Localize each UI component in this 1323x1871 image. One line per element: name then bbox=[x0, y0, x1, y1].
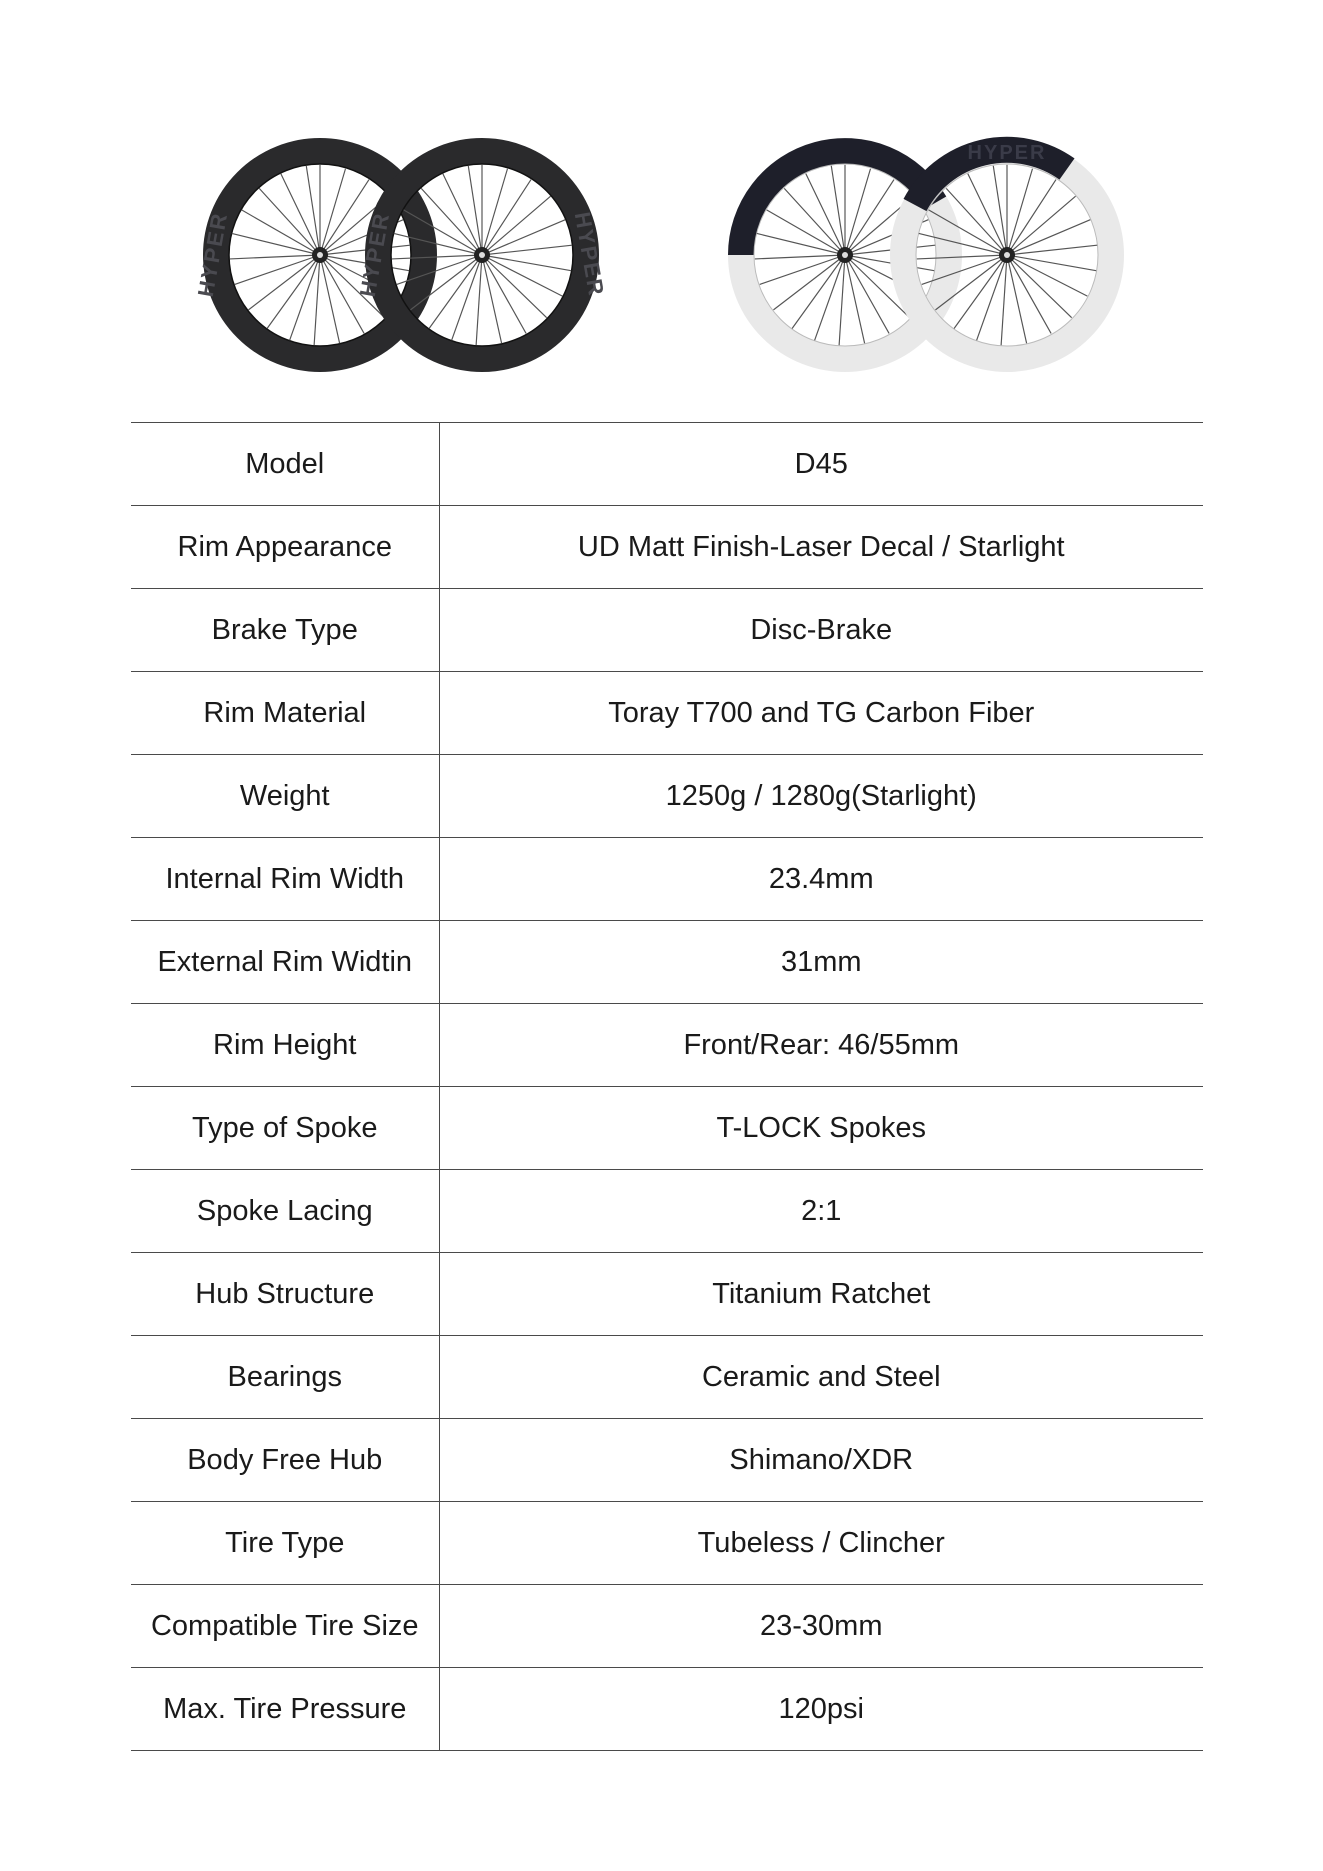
spec-label: Spoke Lacing bbox=[131, 1170, 439, 1253]
spec-value: UD Matt Finish-Laser Decal / Starlight bbox=[439, 506, 1203, 589]
table-row bbox=[131, 1087, 1203, 1170]
spec-value: Titanium Ratchet bbox=[439, 1253, 1203, 1336]
spec-value: Toray T700 and TG Carbon Fiber bbox=[439, 672, 1203, 755]
spec-label: Internal Rim Width bbox=[131, 838, 439, 921]
table-row bbox=[131, 1585, 1203, 1668]
spec-value: 1250g / 1280g(Starlight) bbox=[439, 755, 1203, 838]
table-row bbox=[131, 423, 1203, 506]
spec-label: Tire Type bbox=[131, 1502, 439, 1585]
spec-value: Front/Rear: 46/55mm bbox=[439, 1004, 1203, 1087]
spec-value: Ceramic and Steel bbox=[439, 1336, 1203, 1419]
table-row bbox=[131, 1004, 1203, 1087]
svg-text:HYPER: HYPER bbox=[354, 209, 395, 299]
spec-label: Body Free Hub bbox=[131, 1419, 439, 1502]
spec-value: 23.4mm bbox=[439, 838, 1203, 921]
spec-table bbox=[131, 422, 1203, 1751]
spec-label: Brake Type bbox=[131, 589, 439, 672]
table-row bbox=[131, 672, 1203, 755]
table-row bbox=[131, 506, 1203, 589]
table-row bbox=[131, 1170, 1203, 1253]
spec-value: Shimano/XDR bbox=[439, 1419, 1203, 1502]
black-wheelset-icon bbox=[193, 151, 609, 359]
spec-label: Rim Material bbox=[131, 672, 439, 755]
spec-value: 2:1 bbox=[439, 1170, 1203, 1253]
spec-label: Rim Appearance bbox=[131, 506, 439, 589]
spec-value: 120psi bbox=[439, 1668, 1203, 1751]
table-row bbox=[131, 1253, 1203, 1336]
table-row bbox=[131, 1502, 1203, 1585]
spec-label: Max. Tire Pressure bbox=[131, 1668, 439, 1751]
spec-value: 23-30mm bbox=[439, 1585, 1203, 1668]
spec-label: Rim Height bbox=[131, 1004, 439, 1087]
spec-label: Weight bbox=[131, 755, 439, 838]
spec-label: Hub Structure bbox=[131, 1253, 439, 1336]
spec-value: D45 bbox=[439, 423, 1203, 506]
spec-value: 31mm bbox=[439, 921, 1203, 1004]
table-row bbox=[131, 1419, 1203, 1502]
svg-text:HYPER: HYPER bbox=[569, 209, 610, 299]
table-row bbox=[131, 589, 1203, 672]
table-row bbox=[131, 921, 1203, 1004]
table-row bbox=[131, 755, 1203, 838]
spec-value: T-LOCK Spokes bbox=[439, 1087, 1203, 1170]
spec-value: Disc-Brake bbox=[439, 589, 1203, 672]
table-row bbox=[131, 1336, 1203, 1419]
spec-value: Tubeless / Clincher bbox=[439, 1502, 1203, 1585]
spec-label: External Rim Widtin bbox=[131, 921, 439, 1004]
table-row bbox=[131, 1668, 1203, 1751]
product-images bbox=[0, 0, 1323, 400]
spec-label: Model bbox=[131, 423, 439, 506]
spec-label: Bearings bbox=[131, 1336, 439, 1419]
table-row bbox=[131, 838, 1203, 921]
starlight-wheelset-icon bbox=[741, 142, 1111, 359]
spec-label: Compatible Tire Size bbox=[131, 1585, 439, 1668]
spec-label: Type of Spoke bbox=[131, 1087, 439, 1170]
svg-text:HYPER: HYPER bbox=[192, 209, 233, 299]
svg-text:HYPER: HYPER bbox=[967, 142, 1047, 164]
